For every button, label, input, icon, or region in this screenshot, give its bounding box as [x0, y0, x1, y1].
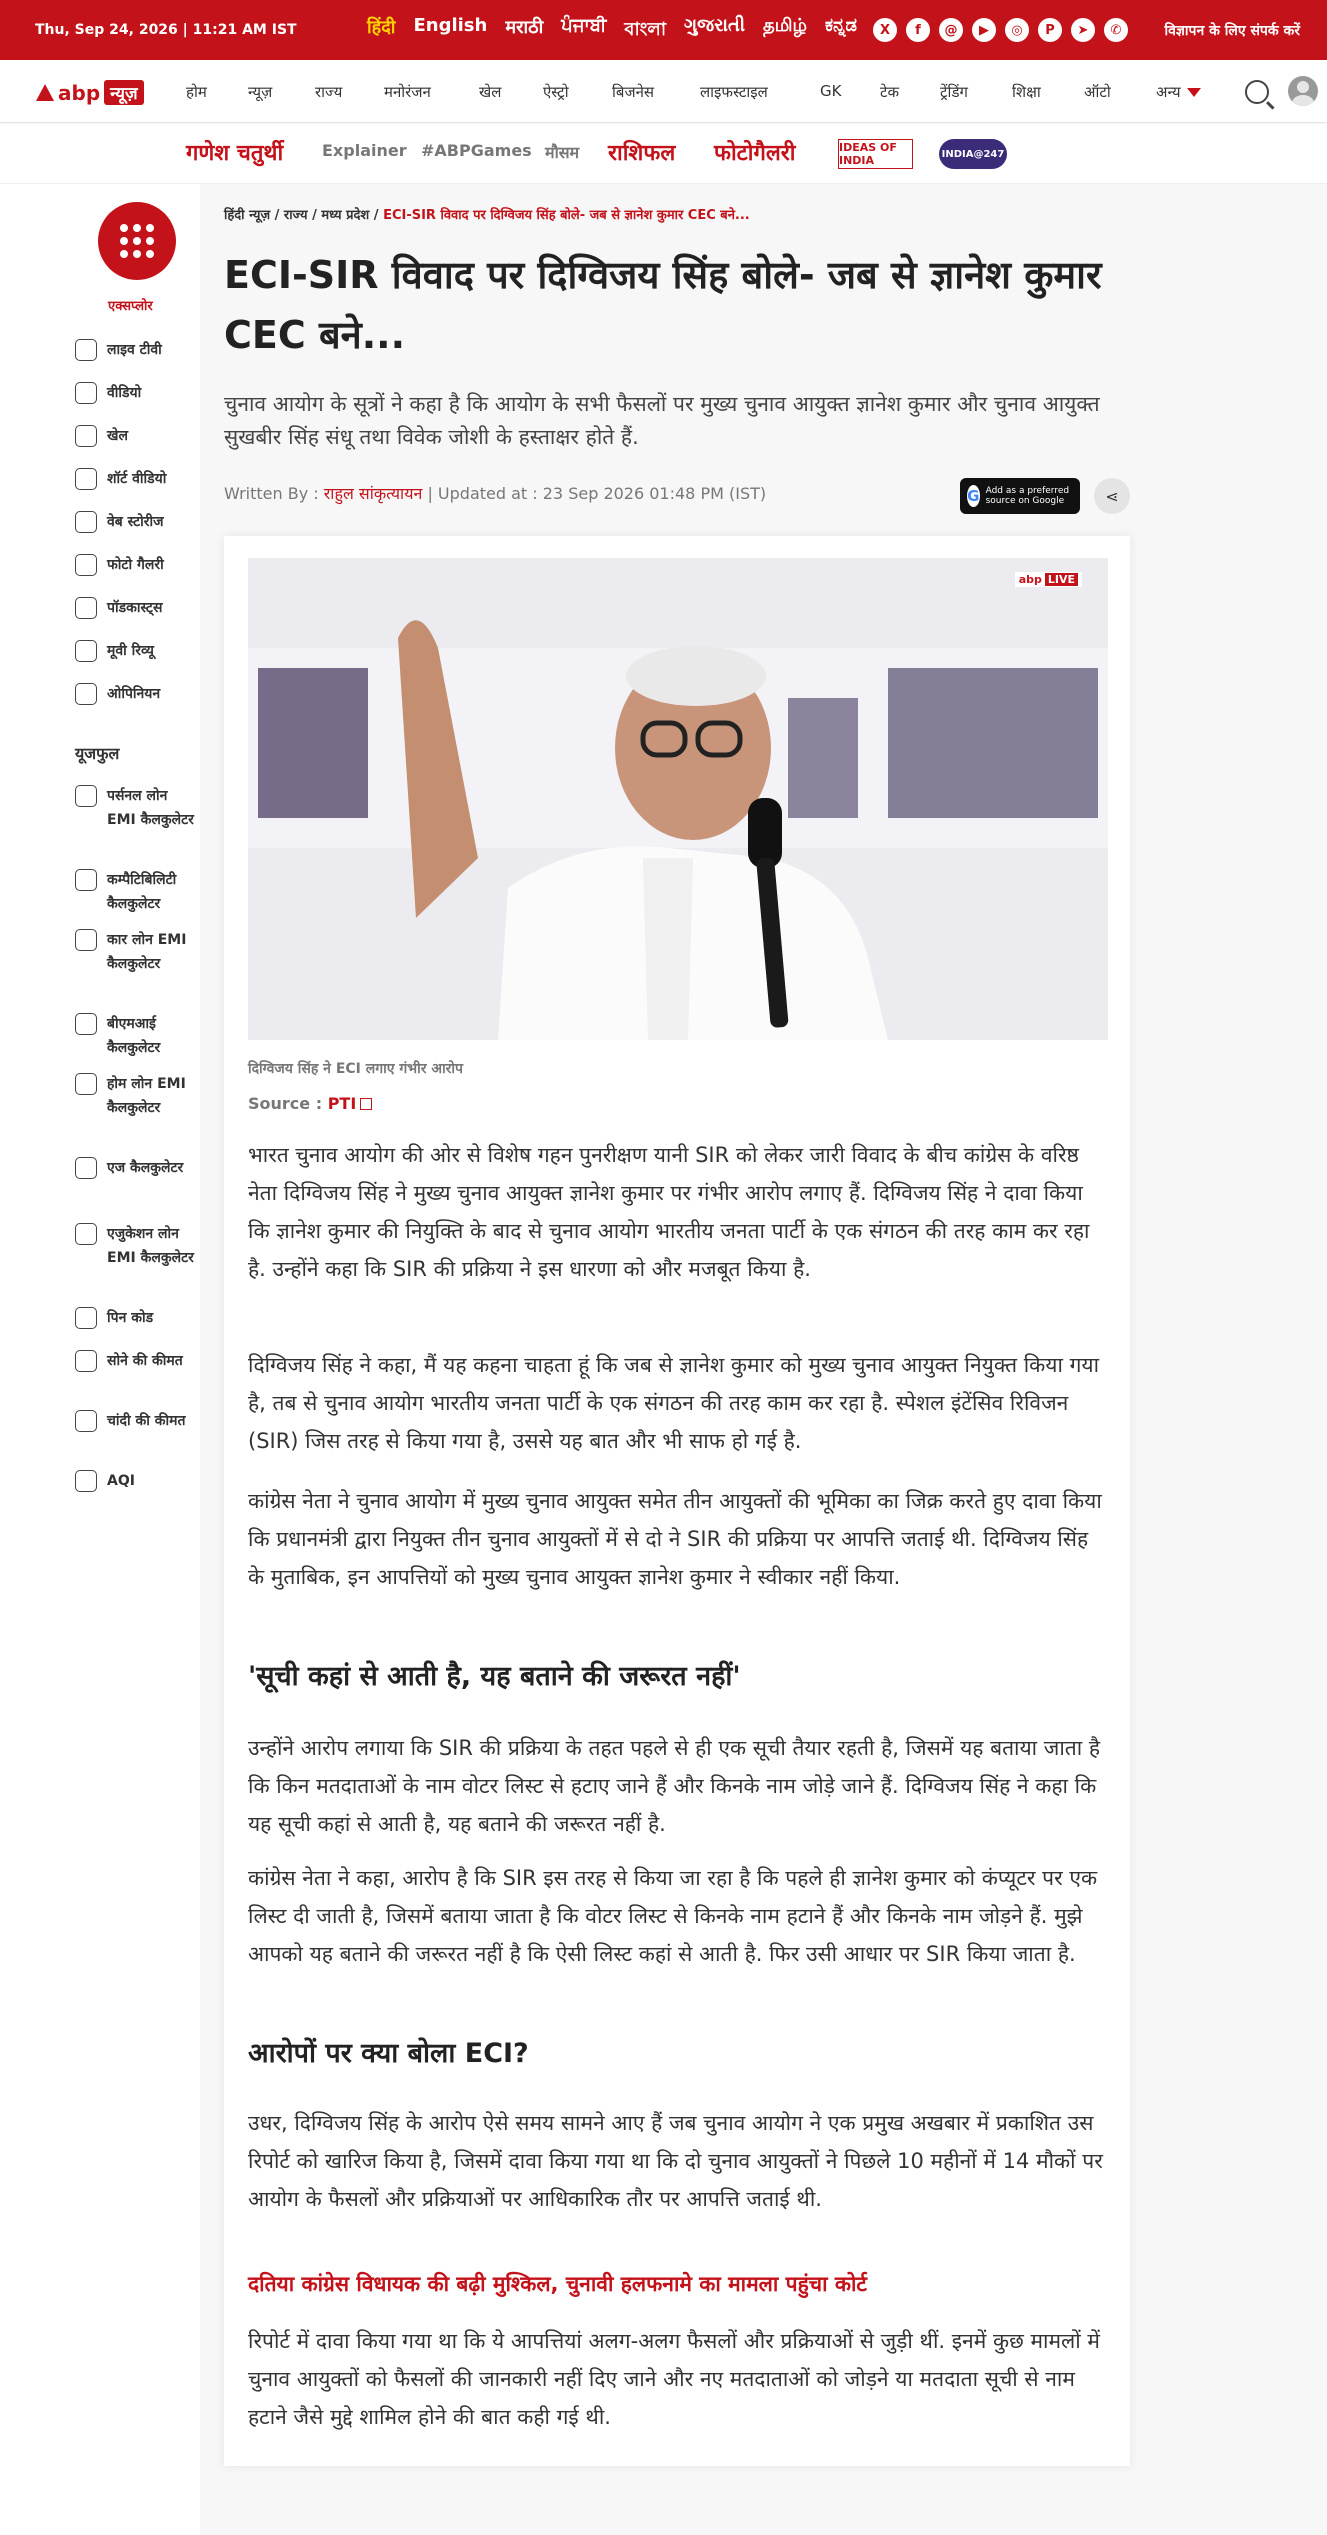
main-nav: [0, 60, 1327, 123]
nav-more-label: अन्य: [1156, 83, 1181, 101]
sidebar-item-label: एज कैलकुलेटर: [107, 1160, 184, 1176]
article-subheading: 'सूची कहां से आती है, यह बताने की जरूरत नहीं': [248, 1661, 741, 1692]
nav-sports[interactable]: खेल: [479, 83, 502, 101]
subnav-ganesh[interactable]: गणेश चतुर्थी: [186, 141, 284, 166]
logo-triangle-icon: [36, 84, 54, 101]
sidebar-item-home-loan-emi[interactable]: [75, 1072, 200, 1120]
sub-nav: [0, 124, 1327, 184]
useful-heading: यूजफुल: [75, 744, 120, 763]
lang-marathi[interactable]: मराठी: [505, 16, 544, 38]
image-source: [248, 1094, 372, 1113]
silver-bars-icon: [75, 1410, 97, 1432]
author-link[interactable]: राहुल सांकृत्यायन: [323, 484, 423, 503]
sidebar-item-label: चांदी की कीमत: [107, 1413, 186, 1429]
scale-icon: [75, 1013, 97, 1035]
google-preferred-source-button[interactable]: [960, 478, 1080, 514]
article-paragraph: कांग्रेस नेता ने चुनाव आयोग में मुख्य चुनाव आयुक्त समेत तीन आयुक्तों की भूमिका का जिक्र करते हुए दावा किया कि प्रधानमंत्री द्वारा नियुक्त तीन चुनाव आयुक्तों में से दो ने SIR की प्रक्रिया पर आपत्ति जताई थी. दिग्विजय सिंह के मुताबिक, इन आपत्तियों को मुख्य चुनाव आयुक्त ज्ञानेश कुमार ने स्वीकार नहीं किया.: [248, 1489, 1102, 1589]
nav-more[interactable]: [1156, 82, 1201, 102]
calendar-icon: [75, 1157, 97, 1179]
abp-logo[interactable]: [36, 80, 144, 105]
subnav-rashifal[interactable]: राशिफल: [608, 141, 676, 166]
heart-percent-icon: [75, 869, 97, 891]
logo-news-text: न्यूज़: [104, 80, 144, 105]
watermark-abp: abp: [1018, 573, 1042, 586]
sidebar-item-car-loan-emi[interactable]: [75, 928, 200, 976]
breadcrumb-mp[interactable]: मध्य प्रदेश: [321, 208, 370, 223]
watermark-live: LIVE: [1045, 573, 1078, 586]
written-by-label: Written By :: [224, 484, 319, 503]
user-avatar-icon[interactable]: [1288, 76, 1318, 106]
article-image: [248, 558, 1108, 1040]
article-body: [224, 536, 1130, 2466]
whatsapp-icon[interactable]: ✆: [1104, 18, 1128, 42]
article-paragraph: कांग्रेस नेता ने कहा, आरोप है कि SIR इस तरह से किया जा रहा है कि पहले ही ज्ञानेश कुमार को कंप्यूटर पर एक लिस्ट दी जाती है, जिसमें बताया जाता है कि वोटर लिस्ट से किनके नाम हटाने हैं और किनके नाम जोड़ने हैं. मुझे आपको यह बताने की जरूरत नहीं है कि ऐसी लिस्ट कहां से आती है. फिर उसी आधार पर SIR किया जाता है.: [248, 1866, 1098, 1966]
pinterest-icon[interactable]: P: [1038, 18, 1062, 42]
sidebar-item-photo-gallery[interactable]: [75, 553, 200, 577]
nav-gk[interactable]: GK: [820, 82, 842, 100]
source-label: Source :: [248, 1094, 323, 1113]
sidebar-item-age[interactable]: [75, 1156, 200, 1180]
nav-tech[interactable]: टेक: [880, 83, 900, 101]
sidebar-item-label: AQI: [107, 1473, 135, 1489]
sidebar-item-label: होम लोन EMI कैलकुलेटर: [107, 1076, 186, 1116]
sidebar-item-label: पिन कोड: [107, 1310, 154, 1326]
source-link[interactable]: PTI: [327, 1094, 357, 1113]
chevron-down-icon: [1187, 88, 1201, 97]
logo-abp-text: abp: [58, 80, 101, 105]
x-icon[interactable]: X: [873, 18, 897, 42]
lang-kannada[interactable]: ಕನ್ನಡ: [824, 14, 857, 36]
lang-gujarati[interactable]: ગુજરાતી: [684, 14, 746, 36]
sidebar-item-label: कम्पैटिबिलिटी कैलकुलेटर: [107, 872, 177, 912]
sidebar-item-web-stories[interactable]: [75, 510, 200, 534]
breadcrumb-home[interactable]: हिंदी न्यूज़: [224, 208, 271, 223]
sidebar-item-label: मूवी रिव्यू: [107, 643, 154, 659]
breadcrumb: हिंदी न्यूज़ / राज्य / मध्य प्रदेश / ECI-SIR विवाद पर दिग्विजय सिंह बोले- जब से ज्ञानेश कुमार CEC बने...: [224, 208, 750, 223]
graduation-cap-icon: [75, 1223, 97, 1245]
nav-home[interactable]: होम: [186, 83, 207, 101]
nav-news[interactable]: न्यूज़: [248, 83, 273, 101]
sidebar-item-label: कार लोन EMI कैलकुलेटर: [107, 932, 187, 972]
chat-bubble-icon: [75, 683, 97, 705]
sidebar-item-video[interactable]: [75, 381, 200, 405]
hand-coin-icon: [75, 785, 97, 807]
explore-grid-icon[interactable]: [98, 202, 176, 280]
google-badge-label: Add as a preferred source on Google: [985, 486, 1070, 506]
sidebar-item-aqi[interactable]: [75, 1469, 200, 1493]
article-subheading: आरोपों पर क्या बोला ECI?: [248, 2038, 529, 2069]
sidebar-item-label: शॉर्ट वीडियो: [107, 471, 167, 487]
top-bar: [0, 0, 1327, 60]
sidebar-item-label: पर्सनल लोन EMI कैलकुलेटर: [107, 788, 194, 828]
sidebar-item-label: एजुकेशन लोन EMI कैलकुलेटर: [107, 1226, 194, 1266]
sidebar-item-label: वीडियो: [107, 385, 142, 401]
facebook-icon[interactable]: f: [906, 18, 930, 42]
nav-lifestyle[interactable]: लाइफस्टाइल: [700, 83, 768, 101]
nav-education[interactable]: शिक्षा: [1012, 83, 1041, 101]
subnav-explainer[interactable]: Explainer: [322, 141, 407, 160]
sidebar-item-podcasts[interactable]: [75, 596, 200, 620]
sidebar-item-label: खेल: [107, 428, 128, 444]
sidebar-item-label: पॉडकास्ट्स: [107, 600, 163, 616]
india-247-badge[interactable]: INDIA@247: [939, 139, 1007, 169]
sidebar-item-education-loan-emi[interactable]: [75, 1222, 200, 1270]
sidebar-item-compatibility[interactable]: [75, 868, 200, 916]
stories-icon: [75, 511, 97, 533]
subnav-games[interactable]: #ABPGames: [421, 141, 532, 160]
nav-astro[interactable]: ऐस्ट्रो: [543, 83, 569, 101]
nav-entertainment[interactable]: मनोरंजन: [384, 83, 431, 101]
sidebar-item-silver-price[interactable]: [75, 1409, 200, 1433]
related-article-link[interactable]: दतिया कांग्रेस विधायक की बढ़ी मुश्किल, चुनावी हलफनामे का मामला पहुंचा कोर्ट: [248, 2272, 867, 2296]
current-date: Thu, Sep 24, 2026 | 11:21 AM IST: [35, 22, 297, 38]
sidebar-item-movie-review[interactable]: [75, 639, 200, 663]
sidebar-item-label: फोटो गैलरी: [107, 557, 164, 573]
subnav-weather[interactable]: मौसम: [545, 143, 580, 162]
film-reel-icon: [75, 640, 97, 662]
podcast-icon: [75, 597, 97, 619]
air-quality-icon: [75, 1470, 97, 1492]
social-links: [873, 18, 1128, 42]
share-icon: ⋖: [1105, 486, 1119, 506]
home-icon: [75, 1073, 97, 1095]
photo-icon: [75, 554, 97, 576]
breadcrumb-current: ECI-SIR विवाद पर दिग्विजय सिंह बोले- जब से ज्ञानेश कुमार CEC बने...: [383, 208, 750, 223]
search-icon[interactable]: [1245, 80, 1269, 104]
nav-trending[interactable]: ट्रेंडिंग: [940, 83, 968, 101]
sidebar-item-personal-loan-emi[interactable]: [75, 784, 200, 832]
sidebar-item-short-video[interactable]: [75, 467, 200, 491]
article-paragraph: दिग्विजय सिंह ने कहा, मैं यह कहना चाहता हूं कि जब से ज्ञानेश कुमार को मुख्य चुनाव आयुक्त नियुक्त किया गया है, तब से चुनाव आयोग भारतीय जनता पार्टी के एक संगठन की तरह काम कर रहा है. स्पेशल इंटेंसिव रिविजन (SIR) जिस तरह से किया गया है, उससे यह बात और भी साफ हो गई है.: [248, 1353, 1100, 1453]
live-tv-icon: [75, 339, 97, 361]
google-icon: G: [967, 487, 980, 505]
gamepad-icon: [75, 425, 97, 447]
explore-label: एक्सप्लोर: [108, 299, 153, 314]
article-paragraph: उन्होंने आरोप लगाया कि SIR की प्रक्रिया के तहत पहले से ही एक सूची तैयार रहती है, जिसमें यह बताया जाता है कि किन मतदाताओं के नाम वोटर लिस्ट से हटाए जाने हैं और किनके नाम जोड़े जाने हैं. दिग्विजय सिंह ने कहा कि यह सूची कहां से आती है, यह बताने की जरूरत नहीं है.: [248, 1736, 1101, 1836]
lang-bangla[interactable]: বাংলা: [624, 18, 667, 40]
lang-tamil[interactable]: தமிழ்: [763, 14, 807, 36]
telegram-icon[interactable]: ➤: [1071, 18, 1095, 42]
sidebar-item-label: वेब स्टोरीज: [107, 514, 164, 530]
language-switcher: [367, 15, 857, 46]
sidebar-item-bmi[interactable]: [75, 1012, 200, 1060]
advertise-link[interactable]: विज्ञापन के लिए संपर्क करें: [1164, 22, 1300, 39]
sidebar-item-label: सोने की कीमत: [107, 1353, 183, 1369]
threads-icon[interactable]: @: [939, 18, 963, 42]
sidebar-item-live-tv[interactable]: [75, 338, 200, 362]
instagram-icon[interactable]: ◎: [1005, 18, 1029, 42]
gold-bars-icon: [75, 1350, 97, 1372]
left-sidebar: [0, 184, 200, 2535]
article-paragraph: उधर, दिग्विजय सिंह के आरोप ऐसे समय सामने आए हैं जब चुनाव आयोग ने एक प्रमुख अखबार में प्रकाशित उस रिपोर्ट को खारिज किया है, जिसमें दावा किया गया था कि दो चुनाव आयुक्तों ने पिछले 10 महीनों में 14 मौकों पर आयोग के फैसलों और प्रक्रियाओं पर आधिकारिक तौर पर आपत्ति जताई थी.: [248, 2111, 1103, 2211]
image-caption: दिग्विजय सिंह ने ECI लगाए गंभीर आरोप: [248, 1061, 463, 1077]
byline: Written By : राहुल सांकृत्यायन | Updated at : 23 Sep 2026 01:48 PM (IST): [224, 484, 767, 503]
breadcrumb-states[interactable]: राज्य: [283, 208, 308, 223]
nav-business[interactable]: बिजनेस: [612, 83, 655, 101]
lang-english[interactable]: English: [413, 14, 488, 36]
article-paragraph: रिपोर्ट में दावा किया गया था कि ये आपत्तियां अलग-अलग फैसलों और प्रक्रियाओं से जुड़ी थीं. इनमें कुछ मामलों में चुनाव आयुक्तों को फैसलों की जानकारी नहीं दिए जाने और नए मतदाताओं को जोड़ने या मतदाता सूची से नाम हटाने जैसे मुद्दे शामिल होने की बात कही गई थी.: [248, 2329, 1100, 2429]
digvijaya-singh-photo: [248, 558, 1108, 1040]
sidebar-item-gold-price[interactable]: [75, 1349, 200, 1373]
sidebar-item-opinion[interactable]: [75, 682, 200, 706]
article-paragraph: भारत चुनाव आयोग की ओर से विशेष गहन पुनरीक्षण यानी SIR को लेकर जारी विवाद के बीच कांग्रेस के वरिष्ठ नेता दिग्विजय सिंह ने मुख्य चुनाव आयुक्त ज्ञानेश कुमार पर गंभीर आरोप लगाए हैं. दिग्विजय सिंह ने दावा किया कि ज्ञानेश कुमार की नियुक्ति के बाद से चुनाव आयोग भारतीय जनता पार्टी के एक संगठन की तरह काम कर रहा है. उन्होंने कहा कि SIR की प्रक्रिया ने इस धारणा को और मजबूत किया है.: [248, 1143, 1090, 1281]
car-icon: [75, 929, 97, 951]
share-button[interactable]: [1094, 478, 1130, 514]
sidebar-item-pin-code[interactable]: [75, 1306, 200, 1330]
sidebar-item-label: ओपिनियन: [107, 686, 161, 702]
shorts-icon: [75, 468, 97, 490]
sidebar-item-label: बीएमआई कैलकुलेटर: [107, 1016, 161, 1056]
sidebar-item-label: लाइव टीवी: [107, 342, 162, 358]
subnav-photogallery[interactable]: फोटोगैलरी: [714, 141, 796, 166]
lang-hindi[interactable]: हिंदी: [367, 16, 396, 38]
article-title: ECI-SIR विवाद पर दिग्विजय सिंह बोले- जब से ज्ञानेश कुमार CEC बने...: [224, 253, 1102, 357]
sidebar-item-sports[interactable]: [75, 424, 200, 448]
grid-icon: [75, 1307, 97, 1329]
nav-states[interactable]: राज्य: [315, 83, 343, 101]
lang-punjabi[interactable]: ਪੰਜਾਬੀ: [561, 14, 607, 36]
nav-auto[interactable]: ऑटो: [1084, 83, 1111, 101]
article-summary: चुनाव आयोग के सूत्रों ने कहा है कि आयोग के सभी फैसलों पर मुख्य चुनाव आयुक्त ज्ञानेश कुमार और चुनाव आयुक्त सुखबीर सिंह संधू तथा विवेक जोशी के हस्ताक्षर होते हैं.: [224, 392, 1100, 449]
updated-time: Updated at : 23 Sep 2026 01:48 PM (IST): [437, 484, 767, 503]
abp-live-watermark: [1015, 572, 1082, 587]
ideas-of-india-badge[interactable]: IDEAS OF INDIA: [838, 139, 913, 169]
play-icon: [75, 382, 97, 404]
youtube-icon[interactable]: ▶: [972, 18, 996, 42]
external-link-icon: [360, 1098, 372, 1110]
